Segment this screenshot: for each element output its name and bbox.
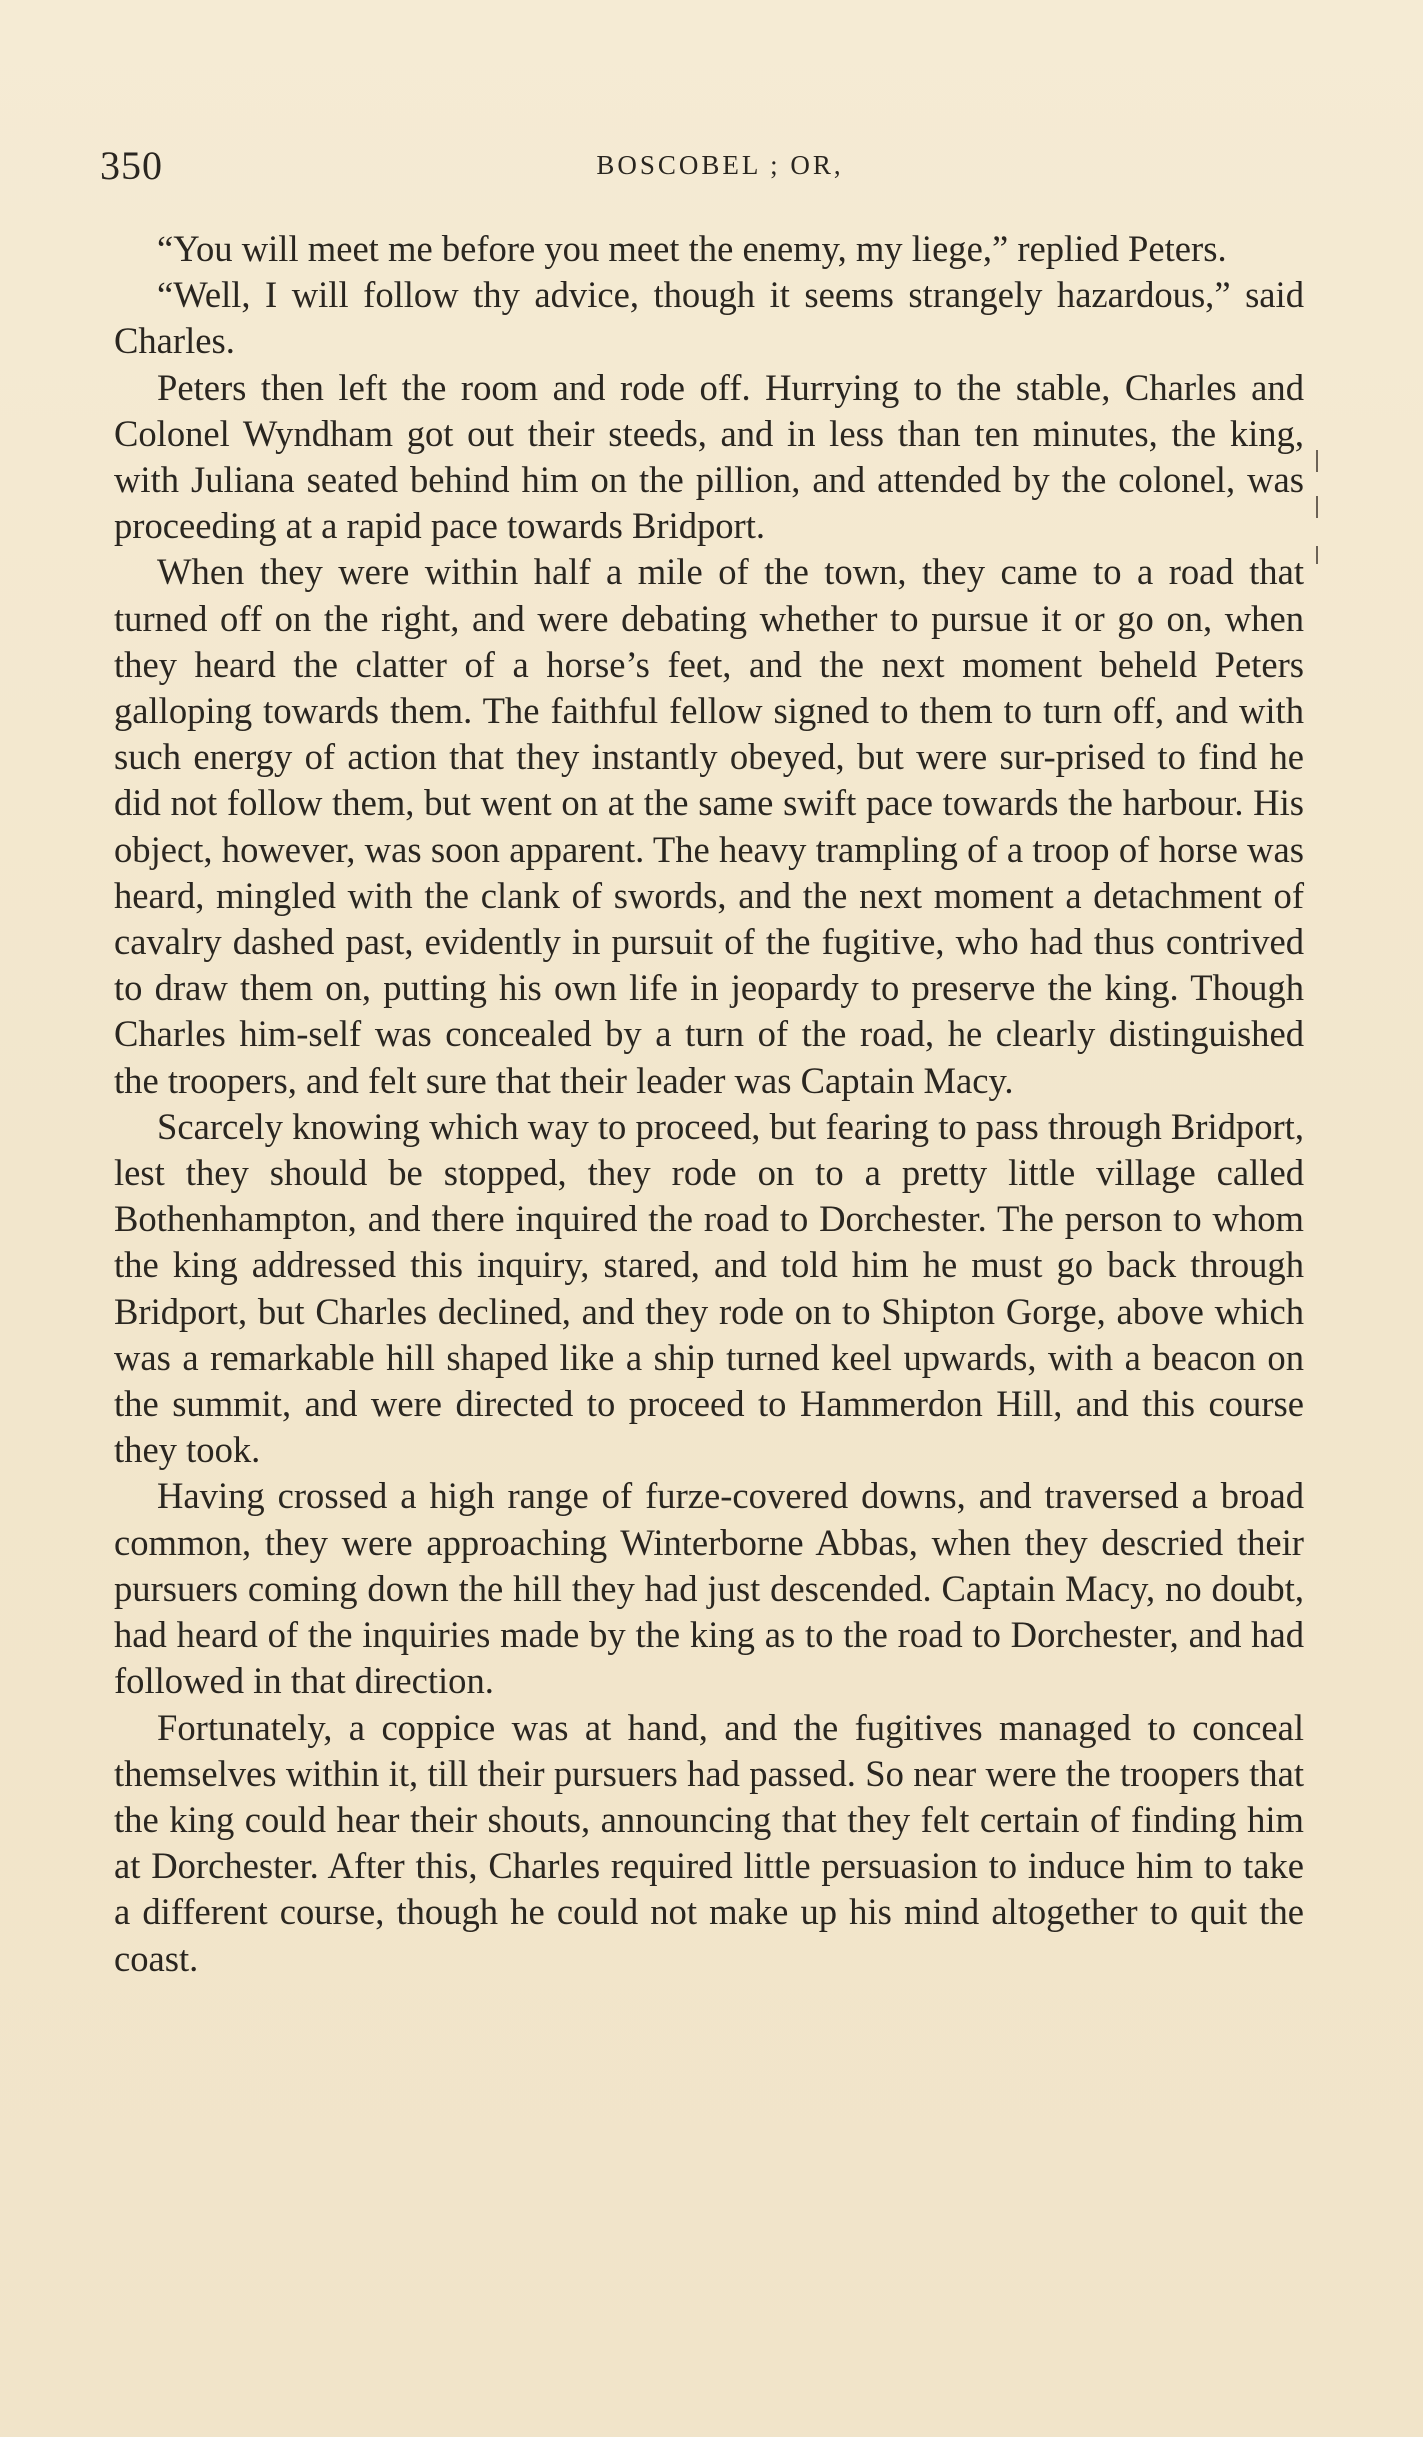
paragraph: Peters then left the room and rode off. Hurrying to the stable, Charles and Colonel Wyndham got out their steeds, and in less than ten minutes, the king, with Juliana seated behind him on the pillion, and attended by the colonel, was proceeding at a rapid pace towards Bridport. [114,366,1304,547]
margin-mark [1316,496,1318,518]
paragraph: Scarcely knowing which way to proceed, but fearing to pass through Bridport, lest they should be stopped, they rode on to a pretty little village called Bothenhampton, and there inquired the road to Dorchester. The person to whom the king addressed this inquiry, stared, and told him he must go back through Bridport, but Charles declined, and they rode on to Shipton Gorge, above which was a remarkable hill shaped like a ship turned keel upwards, with a beacon on the summit, and were directed to proceed to Hammerdon Hill, and this course they took. [114,1105,1304,1471]
paragraph: Having crossed a high range of furze-covered downs, and traversed a broad common, they were approaching Winterborne Abbas, when they descried their pursuers coming down the hill they had just descended. Captain Macy, no doubt, had heard of the inquiries made by the king as to the road to Dorchester, and had followed in that direction. [114,1475,1304,1702]
paragraph: Fortunately, a coppice was at hand, and the fugitives managed to conceal themselves within it, till their pursuers had passed. So near were the troopers that the king could hear their shouts, announcing that they felt certain of finding him at Dorchester. After this, Charles required little persuasion to induce him to take a different course, though he could not make up his mind altogether to quit the coast. [114,1706,1304,1979]
paragraph: “You will meet me before you meet the enemy, my liege,” replied Peters. [157,228,1227,269]
page-number: 350 [100,143,163,188]
paragraph: “Well, I will follow thy advice, though it seems strangely hazardous,” said Charles. [114,274,1304,362]
margin-mark [1316,450,1318,472]
running-head: BOSCOBEL ; OR, [596,150,844,180]
paragraph: When they were within half a mile of the town, they came to a road that turned off on the right, and were debating whether to pursue it or go on, when they heard the clatter of a horse’s feet, and the next moment beheld Peters galloping towards them. The faithful fellow signed to them to turn off, and with such energy of action that they instantly obeyed, but were sur-prised to find he did not follow them, but went on at the same swift pace towards the harbour. His object, however, was soon apparent. The heavy trampling of a troop of horse was heard, mingled with the clank of swords, and the next moment a detachment of cavalry dashed past, evidently in pursuit of the fugitive, who had thus contrived to draw them on, putting his own life in jeopardy to preserve the king. Though Charles him-self was concealed by a turn of the road, he clearly distinguished the troopers, and felt sure that their leader was Captain Macy. [114,551,1304,1101]
margin-mark [1316,546,1318,564]
body-text [114,226,1304,1982]
page-header [100,142,1320,202]
